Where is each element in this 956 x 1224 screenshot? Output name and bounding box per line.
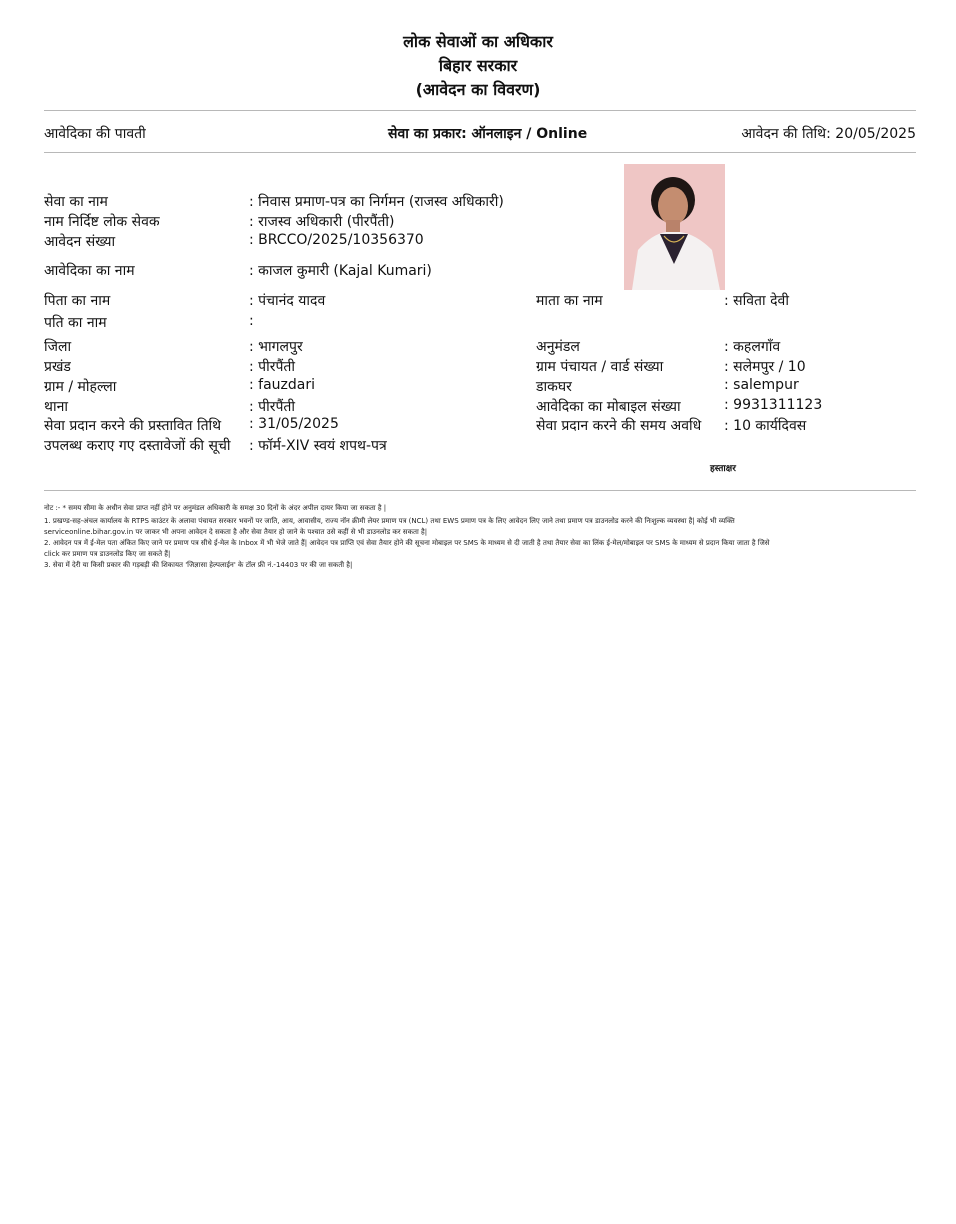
title-line-3: (आवेदन का विवरण) [415, 80, 541, 99]
police-station-label: थाना [44, 399, 68, 415]
mobile-value: : 9931311123 [724, 397, 823, 413]
applicant-photo [624, 164, 725, 290]
father-name-value: : पंचानंद यादव [249, 293, 326, 309]
note-1-line-1: 1. प्रखण्ड-सह-अंचल कार्यालय के RTPS काउंटर के अलावा पंचायत सरकार भवनों पर जाति, आय, आवासीय, राज्य नॉन क्रीमी लेयर प्रमाण पत्र (NCL) तथा EWS प्रमाण पत्र के लिए आवेदन लिए जाने तथा प्रमाण पत्र डाउनलोड करने की निःशुल्क व्यवस्था है| कोई भी व्यक्ति [44, 517, 735, 525]
panchayat-label: ग्राम पंचायत / वार्ड संख्या [536, 359, 664, 375]
application-date: आवेदन की तिथि: 20/05/2025 [741, 126, 916, 142]
district-value: : भागलपुर [249, 339, 303, 355]
proposed-date-value: : 31/05/2025 [249, 416, 339, 432]
title-line-1: लोक सेवाओं का अधिकार [403, 32, 553, 51]
mobile-label: आवेदिका का मोबाइल संख्या [536, 399, 681, 415]
divider-subheader [44, 152, 916, 153]
note-2-line-1: 2. आवेदन पत्र में ई-मेल पता अंकित किए जाने पर प्रमाण पत्र सीधे ई-मेल के Inbox में भी भेजे जाते हैं| आवेदन पत्र प्राप्ति एवं सेवा तैयार होने की सूचना मोबाइल पर SMS के माध्यम से दी जाती है तथा तैयार सेवा का लिंक ई-मेल/मोबाइल पर SMS के माध्यम से प्रदान किया जाता है जिसे [44, 539, 770, 547]
documents-value: : फॉर्म-XIV स्वयं शपथ-पत्र [249, 438, 387, 454]
officer-label: नाम निर्दिष्ट लोक सेवक [44, 214, 160, 230]
subdivision-label: अनुमंडल [536, 339, 580, 355]
subdivision-value: : कहलगाँव [724, 339, 781, 355]
service-name-value: : निवास प्रमाण-पत्र का निर्गमन (राजस्व अधिकारी) [249, 194, 504, 210]
police-station-value: : पीरपैंती [249, 399, 296, 415]
mother-name-value: : सविता देवी [724, 293, 789, 309]
block-label: प्रखंड [44, 359, 71, 375]
applicant-name-label: आवेदिका का नाम [44, 263, 135, 279]
note-2-line-2: click कर प्रमाण पत्र डाउनलोड किए जा सकते हैं| [44, 550, 171, 558]
receipt-label: आवेदिका की पावती [44, 126, 146, 142]
service-name-label: सेवा का नाम [44, 194, 108, 210]
application-number-label: आवेदन संख्या [44, 234, 116, 250]
divider-top [44, 110, 916, 111]
village-value: : fauzdari [249, 377, 316, 393]
husband-name-value: : [249, 313, 254, 329]
applicant-name-value: : काजल कुमारी (Kajal Kumari) [249, 263, 432, 279]
husband-name-label: पति का नाम [44, 315, 107, 331]
note-3: 3. सेवा में देरी या किसी प्रकार की गड़बड़ी की शिकायत 'जिज्ञासा हेल्पलाईन' के टॉल फ्री नं.-14403 पर की जा सकती है| [44, 561, 353, 569]
block-value: : पीरपैंती [249, 359, 296, 375]
district-label: जिला [44, 339, 72, 355]
duration-label: सेवा प्रदान करने की समय अवधि [536, 418, 702, 434]
divider-notes [44, 490, 916, 491]
note-intro: नोट :- * समय सीमा के अधीन सेवा प्राप्त नहीं होने पर अनुमंडल अधिकारी के समक्ष 30 दिनों के अंदर अपील दायर किया जा सकता है | [44, 504, 387, 512]
mother-name-label: माता का नाम [536, 293, 603, 309]
service-type: सेवा का प्रकार: ऑनलाइन / Online [388, 126, 588, 142]
father-name-label: पिता का नाम [44, 293, 111, 309]
post-office-value: : salempur [724, 377, 799, 393]
officer-value: : राजस्व अधिकारी (पीरपैंती) [249, 214, 395, 230]
proposed-date-label: सेवा प्रदान करने की प्रस्तावित तिथि [44, 418, 222, 434]
village-label: ग्राम / मोहल्ला [44, 379, 117, 395]
signature-label: हस्ताक्षर [710, 464, 736, 474]
post-office-label: डाकघर [536, 379, 572, 395]
duration-value: : 10 कार्यदिवस [724, 418, 807, 434]
documents-label: उपलब्ध कराए गए दस्तावेजों की सूची [44, 438, 231, 454]
title-line-2: बिहार सरकार [438, 56, 518, 75]
note-1-line-2: serviceonline.bihar.gov.in पर जाकर भी अपना आवेदन दे सकता है और सेवा तैयार हो जाने के पश्चात उसे कहीं से भी डाउनलोड कर सकता है| [44, 528, 428, 536]
application-number-value: : BRCCO/2025/10356370 [249, 232, 424, 248]
panchayat-value: : सलेमपुर / 10 [724, 359, 806, 375]
